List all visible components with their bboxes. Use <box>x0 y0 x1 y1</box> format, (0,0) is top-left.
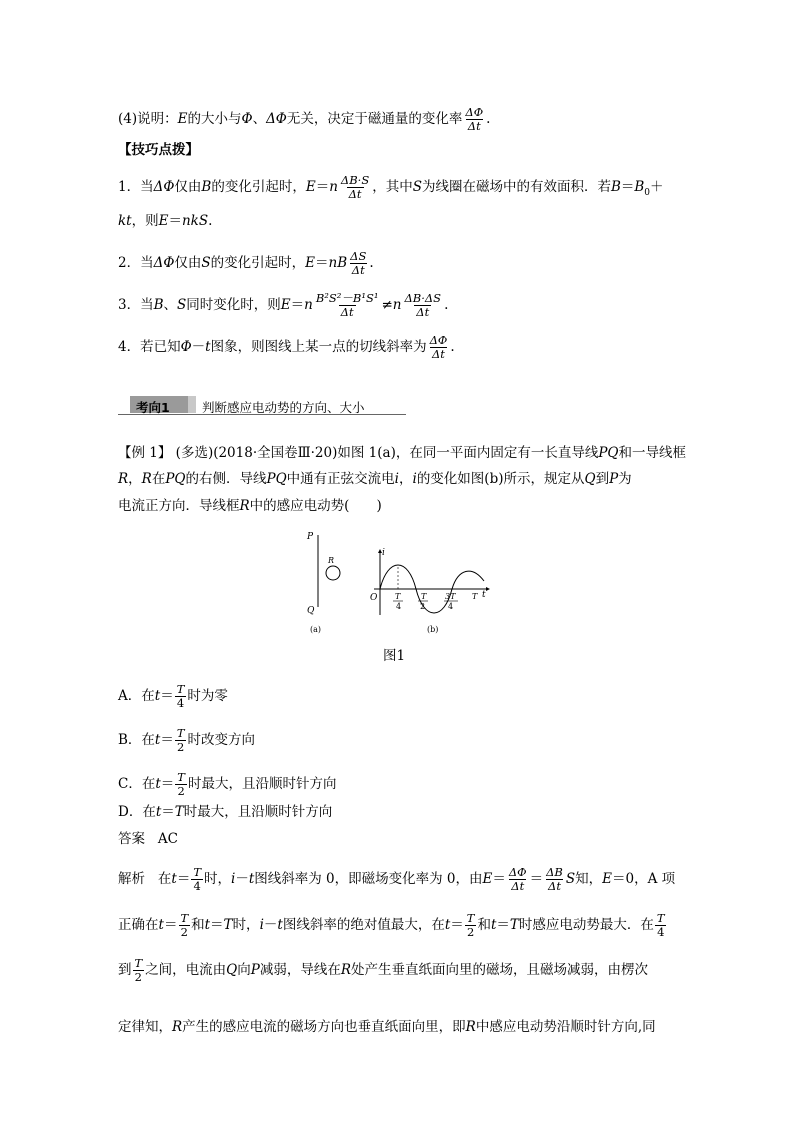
tick-t4-den: 4 <box>396 602 402 611</box>
analysis-line-1: 解析 在t＝ $\frac{T}{4}$ 时，i－t图线斜率为 0，即磁场变化率为 0，由E＝ $\frac{\Delta\Phi}{\Delta t}$ ＝ $\frac{\Delta B}{\Delta t}$ S知，E＝0，A 项 <box>118 865 676 894</box>
section-underline <box>118 414 406 415</box>
example-line-1: 【例 1】 (多选)(2018·全国卷Ⅲ·20)如图 1(a)，在同一平面内固定有一长直导线PQ和一导线框 <box>118 445 686 461</box>
example-line-2: R，R在PQ的右侧．导线PQ中通有正弦交流电i，i的变化如图(b)所示，规定从Q到P为 <box>118 471 632 487</box>
fraction: $\frac{T}{4}$ <box>193 865 201 894</box>
tip-3: 3．当B、S同时变化时，则E＝n $\frac{\text{B²S²－B¹S¹}}{\Delta t}$ ≠n $\frac{\Delta B\cdot\Delta S}{\Delta t}$ . <box>118 291 449 320</box>
fraction: $\frac{\Delta B}{\Delta t}$ <box>546 865 563 894</box>
fraction: $\frac{\text{B²S²－B¹S¹}}{\Delta t}$ <box>315 291 379 320</box>
fraction: $\frac{T}{2}$ <box>177 770 185 799</box>
section-title: 判断感应电动势的方向、大小 <box>202 400 365 415</box>
option-c: C．在t＝ $\frac{T}{2}$ 时最大，且沿顺时针方向 <box>118 770 337 799</box>
label-i: i <box>382 548 385 558</box>
tick-3t4-num: 3T <box>445 592 456 601</box>
tip-1: 1．当ΔΦ仅由B的变化引起时，E＝n $\frac{\Delta B\cdot S}{\Delta t}$ ，其中S为线圈在磁场中的有效面积．若$B=B_0+$ <box>118 173 664 202</box>
option-a: A．在t＝ $\frac{T}{4}$ 时为零 <box>118 682 228 711</box>
tip-4: 4．若已知Φ－t图象，则图线上某一点的切线斜率为 $\frac{\Delta\Phi}{\Delta t}$ . <box>118 333 455 362</box>
label-r: R <box>328 556 335 565</box>
tip-2: 2．当ΔΦ仅由S的变化引起时，E＝nB $\frac{\Delta S}{\Delta t}$ . <box>118 249 374 278</box>
tip-1-cont: kt，则E＝nkS. <box>118 213 213 229</box>
section-header <box>118 394 406 415</box>
fraction: $\frac{T}{2}$ <box>134 956 143 985</box>
fraction: $\frac{T}{2}$ <box>176 726 185 755</box>
tick-3t4-den: 4 <box>448 602 454 611</box>
fraction: $\frac{\Delta S}{\Delta t}$ <box>350 249 367 278</box>
analysis-line-2: 正确在t＝ $\frac{T}{2}$ 和t＝T时，i－t图线斜率的绝对值最大，在t＝ $\frac{T}{2}$ 和t＝T时感应电动势最大．在 $\frac{T}{4}$ <box>118 911 665 940</box>
tips-title: 【技巧点拨】 <box>118 142 199 158</box>
caption-b: (b) <box>427 625 439 634</box>
fraction: $\frac{\Delta B\cdot S}{\Delta t}$ <box>340 173 370 202</box>
fraction: $\frac{\Delta\Phi}{\Delta t}$ <box>465 105 484 134</box>
fraction: $\frac{T}{4}$ <box>176 682 185 711</box>
fraction: $\frac{\Delta\Phi}{\Delta t}$ <box>508 865 527 894</box>
tick-t: T <box>472 592 478 601</box>
tick-t2-num: T <box>421 592 427 601</box>
figure-1 <box>296 525 506 640</box>
caption-a: (a) <box>310 625 322 634</box>
note-4: (4)说明：E的大小与Φ、ΔΦ无关，决定于磁通量的变化率 $\frac{\Delta\Phi}{\Delta t}$ . <box>118 105 491 134</box>
tick-t2-den: 2 <box>420 602 426 611</box>
option-d: D．在t＝T时最大，且沿顺时针方向 <box>118 804 333 820</box>
answer: 答案 AC <box>118 831 178 847</box>
label-t: t <box>482 590 486 600</box>
label-o: O <box>370 593 378 603</box>
label-q: Q <box>307 606 315 616</box>
figure-caption: 图1 <box>383 648 406 664</box>
section-divider <box>188 396 196 413</box>
fraction: $\frac{T}{2}$ <box>466 911 475 940</box>
option-b: B．在t＝ $\frac{T}{2}$ 时改变方向 <box>118 726 256 755</box>
fraction: $\frac{T}{2}$ <box>180 911 189 940</box>
analysis-line-4: 定律知，R产生的感应电流的磁场方向也垂直纸面向里，即R中感应电动势沿顺时针方向,同 <box>118 1019 656 1035</box>
section-tag: 考向1 <box>136 400 170 415</box>
example-line-3: 电流正方向．导线框R中的感应电动势( ) <box>118 498 382 514</box>
label-p: P <box>307 532 314 542</box>
fraction: $\frac{\Delta B\cdot\Delta S}{\Delta t}$ <box>404 291 442 320</box>
fraction: $\frac{\Delta\Phi}{\Delta t}$ <box>429 333 448 362</box>
analysis-line-3: 到 $\frac{T}{2}$ 之间，电流由Q向P减弱，导线在R处产生垂直纸面向里的磁场，且磁场减弱，由楞次 <box>118 956 649 985</box>
tick-t4-num: T <box>395 592 401 601</box>
loop-r <box>326 566 340 580</box>
fraction: $\frac{T}{4}$ <box>656 911 665 940</box>
